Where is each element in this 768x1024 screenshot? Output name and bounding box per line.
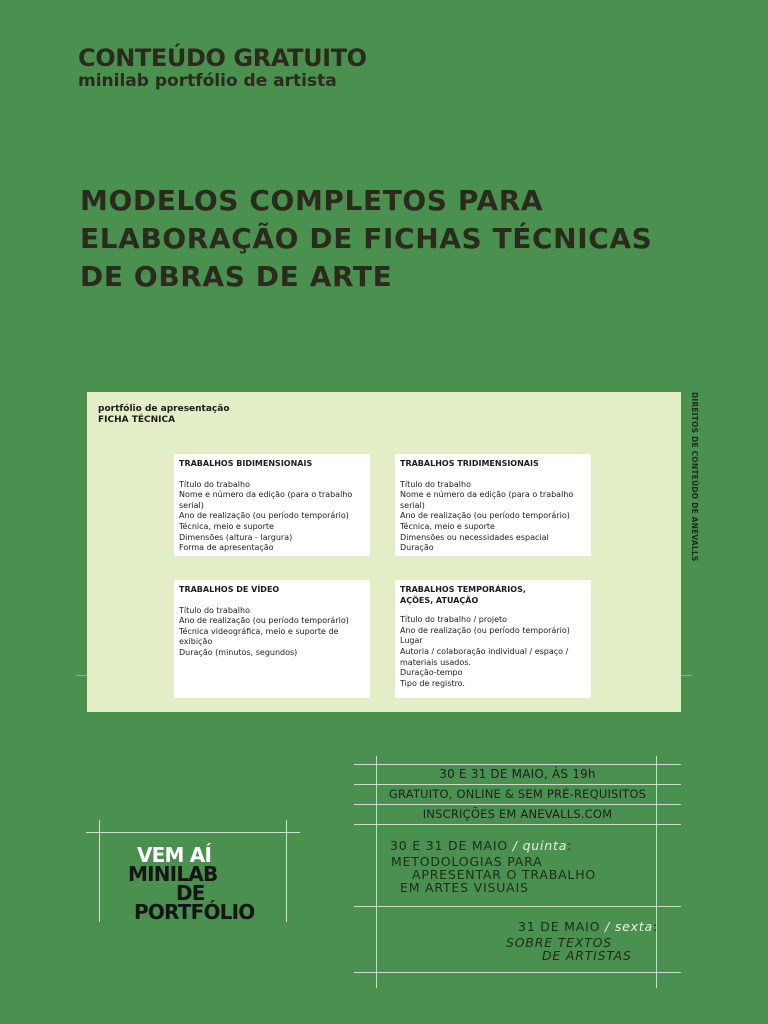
card-item: Técnica videográfica, meio e suporte de exibição bbox=[179, 626, 339, 647]
session-date: 30 E 31 DE MAIO bbox=[390, 838, 508, 853]
grid-line bbox=[354, 906, 681, 907]
card-title: TRABALHOS BIDIMENSIONAIS bbox=[179, 459, 313, 468]
card-tridimensionais bbox=[395, 454, 591, 556]
card-title bbox=[400, 585, 586, 606]
promo-line: PORTFÓLIO bbox=[134, 900, 255, 924]
card-item: Forma de apresentação bbox=[179, 543, 274, 553]
card-item: Duração-tempo bbox=[400, 668, 463, 678]
grid-line bbox=[354, 824, 681, 825]
card-item: Título do trabalho bbox=[179, 605, 250, 615]
card-title-line: AÇÕES, ATUAÇÃO bbox=[400, 595, 479, 605]
card-item: Título do trabalho bbox=[400, 479, 471, 489]
session-1-line: EM ARTES VISUAIS bbox=[400, 880, 529, 895]
card-item: Ano de realização (ou período temporário) bbox=[400, 511, 570, 521]
panel-header bbox=[98, 404, 230, 426]
card-item: Duração bbox=[400, 543, 434, 553]
card-bidimensionais bbox=[174, 454, 370, 556]
card-item: Título do trabalho / projeto bbox=[400, 615, 508, 625]
session-sep: / bbox=[600, 919, 615, 934]
grid-line bbox=[354, 972, 681, 973]
copyright-text: DIREITOS DE CONTEÚDO DE ANEVALLS bbox=[690, 392, 699, 562]
card-temporarios bbox=[395, 580, 591, 698]
session-day: sexta bbox=[614, 919, 653, 934]
card-item: Tipo de registro. bbox=[400, 678, 465, 688]
promo-line: VEM AÍ bbox=[137, 843, 212, 867]
session-sep: / bbox=[508, 838, 523, 853]
card-item: Ano de realização (ou período temporário) bbox=[179, 616, 349, 626]
grid-line bbox=[354, 804, 681, 805]
session-colon: : bbox=[567, 838, 573, 853]
session-date: 31 DE MAIO bbox=[518, 919, 601, 934]
promo-line: DE bbox=[176, 881, 205, 905]
session-day: quinta bbox=[522, 838, 568, 853]
grid-line bbox=[354, 784, 681, 785]
frame-line bbox=[99, 820, 100, 922]
frame-line bbox=[86, 832, 300, 833]
card-title-line: TRABALHOS TEMPORÁRIOS, bbox=[400, 585, 526, 594]
promo-line: MINILAB bbox=[128, 862, 218, 886]
card-title: TRABALHOS TRIDIMENSIONAIS bbox=[400, 459, 539, 468]
header-title: CONTEÚDO GRATUITO bbox=[78, 44, 367, 72]
card-item: Ano de realização (ou período temporário) bbox=[400, 625, 570, 635]
session-1-line: METODOLOGIAS PARA bbox=[391, 854, 543, 869]
card-item: Nome e número da edição (para o trabalho serial) bbox=[400, 490, 574, 510]
schedule-signup: INSCRIÇÕES EM ANEVALLS.COM bbox=[422, 807, 613, 821]
copyright-note bbox=[687, 392, 701, 562]
fichas-panel bbox=[87, 392, 681, 712]
main-title-line: DE OBRAS DE ARTE bbox=[80, 260, 393, 293]
session-2-line: SOBRE TEXTOS bbox=[506, 935, 613, 950]
card-item: Técnica, meio e suporte bbox=[179, 521, 274, 531]
session-1-line: APRESENTAR O TRABALHO bbox=[412, 867, 597, 882]
session-colon: : bbox=[652, 919, 658, 934]
card-item: Autoria / colaboração individual / espaço / materiais usados. bbox=[400, 646, 569, 667]
card-title: TRABALHOS DE VÍDEO bbox=[179, 585, 280, 594]
main-title bbox=[80, 182, 700, 296]
panel-header-line: FICHA TÉCNICA bbox=[98, 415, 176, 425]
card-video bbox=[174, 580, 370, 698]
session-2-header bbox=[518, 920, 658, 933]
header-subtitle: minilab portfólio de artista bbox=[78, 71, 337, 91]
schedule-info: GRATUITO, ONLINE & SEM PRÉ-REQUISITOS bbox=[388, 787, 647, 801]
card-item: Duração (minutos, segundos) bbox=[179, 647, 298, 657]
panel-header-line: portfólio de apresentação bbox=[98, 404, 230, 414]
card-item: Técnica, meio e suporte bbox=[400, 521, 495, 531]
main-title-line: MODELOS COMPLETOS PARA bbox=[80, 184, 544, 217]
main-title-line: ELABORAÇÃO DE FICHAS TÉCNICAS bbox=[80, 222, 653, 255]
frame-line bbox=[286, 820, 287, 922]
card-item: Dimensões (altura - largura) bbox=[179, 532, 293, 542]
card-item: Lugar bbox=[400, 636, 423, 646]
card-item: Título do trabalho bbox=[179, 479, 250, 489]
card-item: Ano de realização (ou período temporário) bbox=[179, 511, 349, 521]
session-2-line: DE ARTISTAS bbox=[542, 948, 632, 963]
session-1-header bbox=[390, 839, 572, 852]
card-item: Nome e número da edição (para o trabalho serial) bbox=[179, 490, 353, 510]
card-item: Dimensões ou necessidades espacial bbox=[400, 532, 549, 542]
promo-text bbox=[128, 843, 278, 924]
grid-line bbox=[354, 764, 681, 765]
schedule-dates: 30 E 31 DE MAIO, ÀS 19h bbox=[439, 767, 596, 781]
